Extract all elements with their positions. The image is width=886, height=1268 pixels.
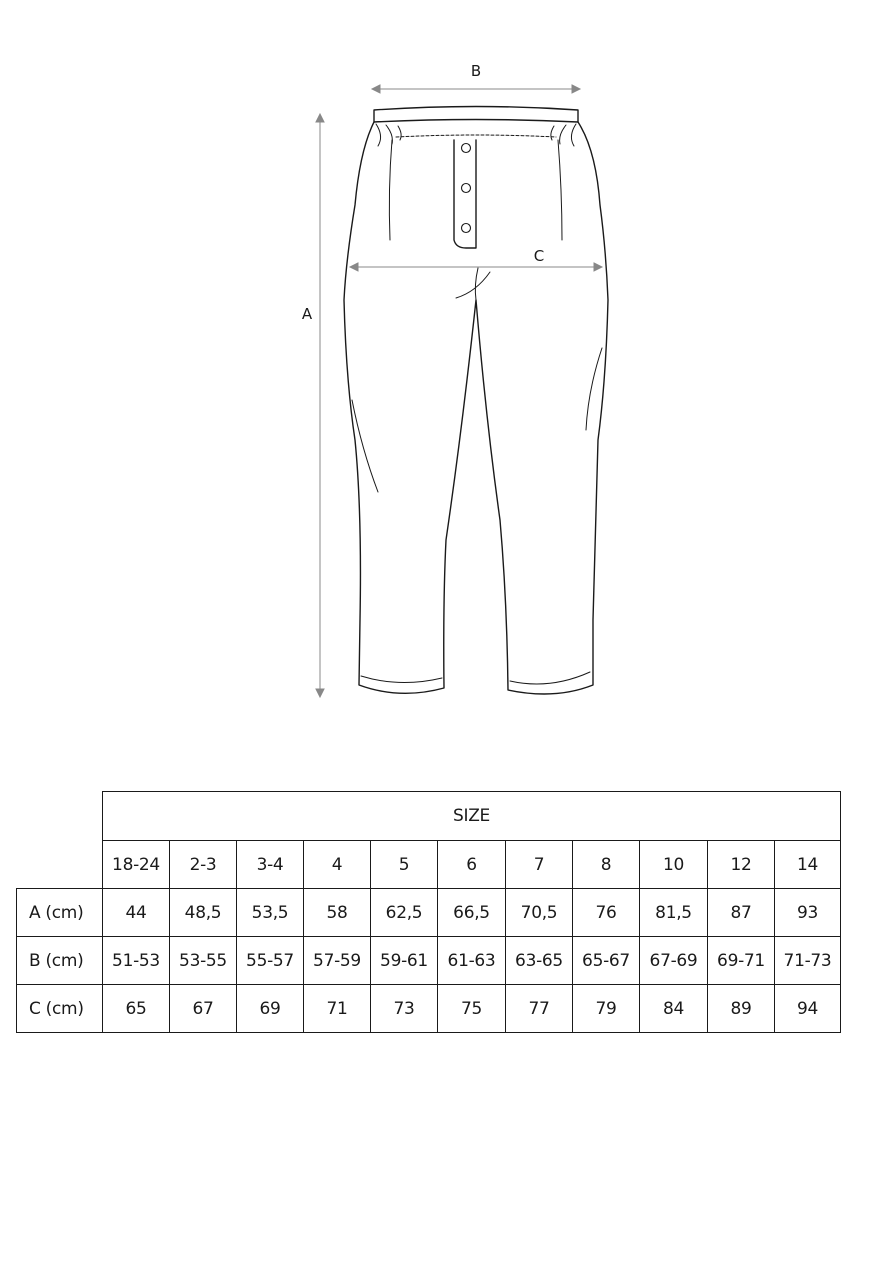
- value-cell: 62,5: [371, 889, 438, 937]
- size-title-row: [17, 792, 841, 841]
- elastic-gather-left: [376, 124, 401, 146]
- size-header-cell: 12: [708, 841, 775, 889]
- row-label: C (cm): [17, 985, 103, 1033]
- size-chart-table: [16, 791, 841, 1033]
- value-cell: 53-55: [170, 937, 237, 985]
- value-cell: 76: [573, 889, 640, 937]
- value-cell: 71-73: [775, 937, 841, 985]
- size-title: SIZE: [103, 792, 841, 841]
- button-2: [462, 184, 471, 193]
- waistband: [374, 107, 578, 123]
- size-header-cell: 8: [573, 841, 640, 889]
- fold-right: [586, 348, 602, 430]
- value-cell: 55-57: [237, 937, 304, 985]
- dimension-label-a: A: [301, 305, 313, 323]
- value-cell: 81,5: [640, 889, 708, 937]
- value-cell: 77: [506, 985, 573, 1033]
- value-cell: 75: [438, 985, 506, 1033]
- size-header-cell: 2-3: [170, 841, 237, 889]
- value-cell: 71: [304, 985, 371, 1033]
- value-cell: 53,5: [237, 889, 304, 937]
- size-header-cell: 14: [775, 841, 841, 889]
- value-cell: 67-69: [640, 937, 708, 985]
- size-header-cell: 10: [640, 841, 708, 889]
- value-cell: 59-61: [371, 937, 438, 985]
- row-label: B (cm): [17, 937, 103, 985]
- empty-corner-cell: [17, 841, 103, 889]
- value-cell: 69: [237, 985, 304, 1033]
- button-1: [462, 144, 471, 153]
- hem-right: [510, 672, 590, 684]
- waist-seam: [396, 135, 556, 137]
- dimension-label-c: C: [533, 247, 545, 265]
- value-cell: 73: [371, 985, 438, 1033]
- value-cell: 93: [775, 889, 841, 937]
- value-cell: 89: [708, 985, 775, 1033]
- value-cell: 94: [775, 985, 841, 1033]
- size-header-cell: 3-4: [237, 841, 304, 889]
- value-cell: 70,5: [506, 889, 573, 937]
- pleat-right: [558, 140, 562, 240]
- measurement-row-c: [17, 985, 841, 1033]
- crotch-fold: [456, 268, 490, 300]
- measurement-row-a: [17, 889, 841, 937]
- value-cell: 79: [573, 985, 640, 1033]
- measurement-row-b: [17, 937, 841, 985]
- size-header-cell: 18-24: [103, 841, 170, 889]
- empty-corner-cell: [17, 792, 103, 841]
- size-header-cell: 5: [371, 841, 438, 889]
- value-cell: 57-59: [304, 937, 371, 985]
- hem-left: [361, 676, 442, 683]
- size-header-cell: 7: [506, 841, 573, 889]
- dimension-label-b: B: [470, 62, 482, 80]
- value-cell: 66,5: [438, 889, 506, 937]
- value-cell: 51-53: [103, 937, 170, 985]
- placket: [454, 140, 476, 248]
- value-cell: 48,5: [170, 889, 237, 937]
- size-header-row: [17, 841, 841, 889]
- value-cell: 87: [708, 889, 775, 937]
- value-cell: 69-71: [708, 937, 775, 985]
- value-cell: 84: [640, 985, 708, 1033]
- size-header-cell: 4: [304, 841, 371, 889]
- value-cell: 63-65: [506, 937, 573, 985]
- value-cell: 67: [170, 985, 237, 1033]
- value-cell: 65: [103, 985, 170, 1033]
- button-3: [462, 224, 471, 233]
- elastic-gather-right: [551, 124, 576, 146]
- value-cell: 44: [103, 889, 170, 937]
- row-label: A (cm): [17, 889, 103, 937]
- pleat-left: [389, 140, 392, 240]
- value-cell: 58: [304, 889, 371, 937]
- size-header-cell: 6: [438, 841, 506, 889]
- value-cell: 65-67: [573, 937, 640, 985]
- value-cell: 61-63: [438, 937, 506, 985]
